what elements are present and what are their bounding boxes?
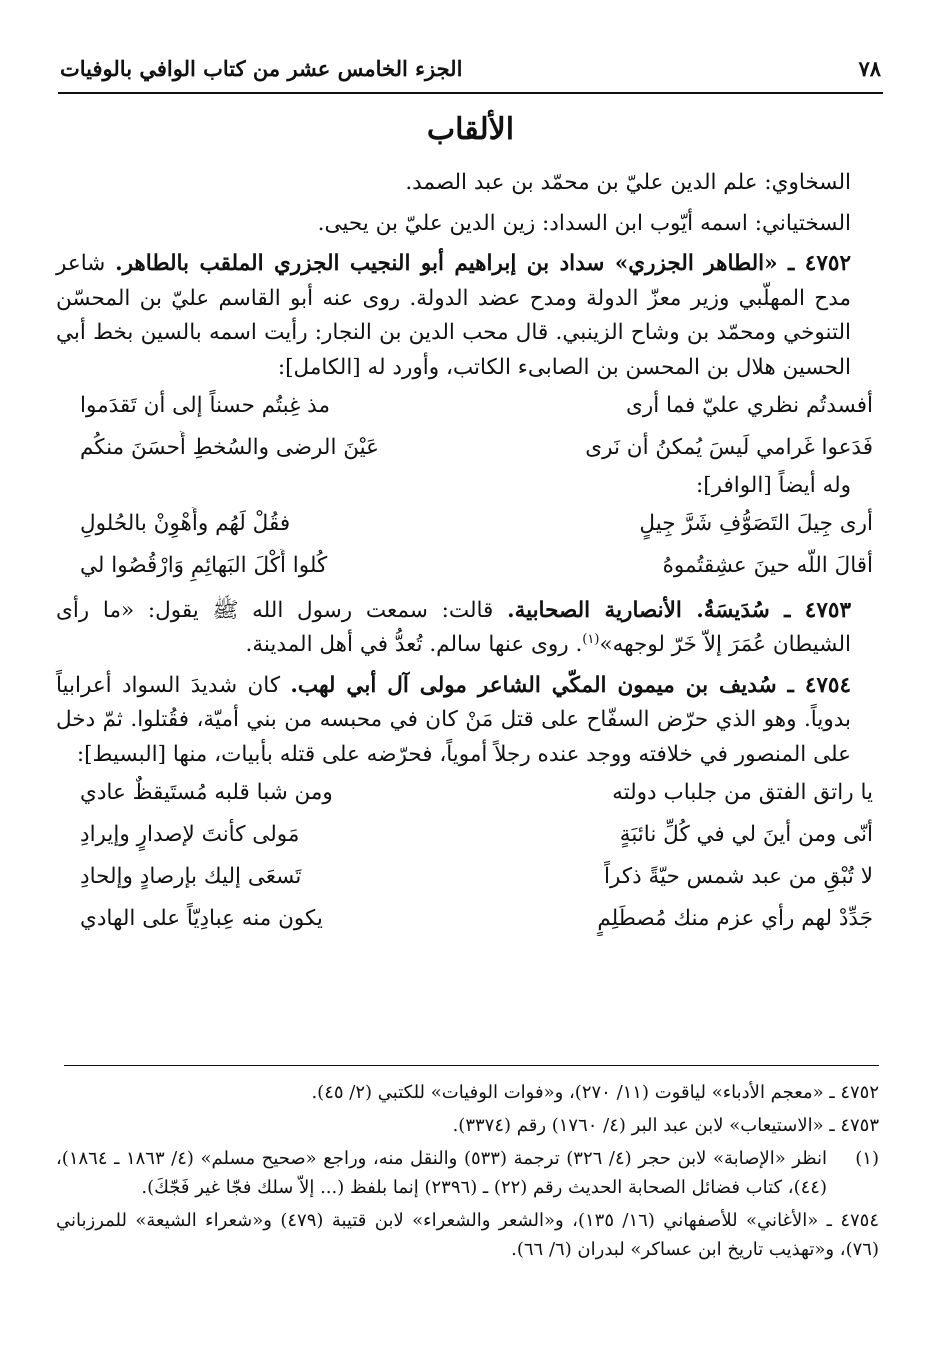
footnote-1-marker: (١) (855, 1148, 879, 1169)
entry-4754-text: كان شديدَ السواد أعرابياً بدوياً. وهو الذي حرّض السفّاح على قتل مَنْ كان في محبسه من بني أميّة، فقُتلوا. ثمّ دخل على المنصور في خلافته ووجد عنده رجلاً أموياً، فحرّضه على قتله بأبيات، منها [البسيط]: (56, 672, 851, 767)
entry-4752-heading: ٤٧٥٢ ـ «الطاهر الجزري» سداد بن إبراهيم أبو النجيب الجزري الملقب بالطاهر. (115, 251, 851, 276)
entry-4753-heading: ٤٧٥٣ ـ سُدَيسَةُ. الأنصارية الصحابية. (507, 597, 851, 623)
verse-first-hemistich: أفسدتُم نظري عليّ فما أرى (626, 392, 873, 418)
verse-first-hemistich: أقالَ اللّه حينَ عشِقتُموهُ (662, 553, 873, 579)
verse-second-hemistich: مَولى كأنتَ لإصدارٍ وإيرادِ (80, 821, 300, 847)
entry-4752-text: شاعر مدح المهلّبي وزير معزّ الدولة ومدح عضد الدولة. روى عنه أبو القاسم عليّ بن المحسّن التنوخي ومحمّد بن وشاح الزينبي. قال محب الدين بن النجار: رأيت اسمه بالسين بخط أبي الحسين هلال بن المحسن بن الصابىء الكاتب، وأورد له [الكامل]: (56, 251, 851, 380)
verse-first-hemistich: فَدَعوا غَرامي لَيسَ يُمكنُ أن نَرى (585, 434, 873, 460)
entry-4754 (56, 669, 879, 773)
footnote-4752: ٤٧٥٢ ـ «معجم الأدباء» لياقوت (١١/ ٢٧٠)، و«فوات الوفيات» للكتبي (٢/ ٤٥). (311, 1082, 879, 1103)
entry-4753-text-end: . روى عنها سالم. تُعدُّ في أهل المدينة. (245, 632, 583, 657)
verse-first-hemistich: لا تُبْقِ من عبد شمس حيّةً ذكراً (604, 863, 873, 889)
verse-line (56, 427, 879, 469)
verse-line (56, 814, 879, 856)
footnote-1-text: انظر «الإصابة» لابن حجر (٤/ ٣٢٦) ترجمة (٥٣٣) والنقل منه، وراجع «صحيح مسلم» (٤/ ١٨٦٣ ـ ١٨٦٤)، (٤٤)، كتاب فضائل الصحابة الحديث رقم (٢٢) ـ (٢٣٩٦) إنما بلفظ (... إلاّ سلك فجّا غير فَجّكَ). (56, 1148, 828, 1198)
footnote-1 (56, 1144, 879, 1202)
running-title: الجزء الخامس عشر من كتاب الوافي بالوفيات (60, 55, 463, 81)
entry-4754-heading: ٤٧٥٤ ـ سُديف بن ميمون المكّي الشاعر مولى آل أبي لهب. (290, 672, 852, 698)
footnotes (56, 1078, 879, 1268)
entry-sakhtiyani: السختياني: اسمه أيّوب ابن السداد: زين الدين عليّ بن يحيى. (317, 210, 851, 236)
page-number: ٧٨ (858, 55, 881, 81)
verse-first-hemistich: أرى جِيلَ التَصَوُّفِ شَرَّ جِيلٍ (639, 511, 873, 537)
verse-first-hemistich: يا راتق الفتق من جلباب دولته (612, 779, 873, 805)
main-text (56, 166, 879, 940)
page-header (60, 48, 881, 88)
verse-second-hemistich: فقُلْ لَهُم وأَهْوِنْ بالحُلولِ (80, 511, 291, 537)
header-rule (58, 92, 883, 94)
verse-line (56, 856, 879, 898)
verse-first-hemistich: أنّى ومن أينَ لي في كُلِّ نائبَةٍ (619, 821, 873, 847)
footnote-rule (64, 1065, 879, 1066)
verse-line (56, 772, 879, 814)
entry-4753-text: قالت: سمعت رسول الله ﷺ يقول: «ما رأى الشيطان عُمَرَ إلاّ خَرّ لوجهه» (56, 597, 851, 657)
entry-4753 (56, 594, 879, 663)
verse-line (56, 898, 879, 940)
footnote-4753: ٤٧٥٣ ـ «الاستيعاب» لابن عبد البر (٤/ ١٧٦٠) رقم (٣٣٧٤). (452, 1115, 879, 1136)
verse-second-hemistich: ومن شبا قلبه مُستَيقظٌ عادي (80, 779, 333, 805)
entry-sakhawi: السخاوي: علم الدين عليّ بن محمّد بن عبد الصمد. (405, 170, 851, 195)
footnote-4754: ٤٧٥٤ ـ «الأغاني» للأصفهاني (١٦/ ١٣٥)، و«الشعر والشعراء» لابن قتيبة (٤٧٩) و«شعراء الشيعة» للمرزباني (٧٦)، و«تهذيب تاريخ ابن عساكر» لبدران (٦/ ٦٦). (56, 1210, 879, 1260)
verse-second-hemistich: يكون منه عِبادِيّاً على الهادي (80, 905, 323, 931)
verse-second-hemistich: عَيْنَ الرضى والسُخطِ أَحسَنَ منكُم (80, 434, 379, 460)
verse-line (56, 546, 879, 588)
entry-4752-also: وله أيضاً [الوافر]: (695, 473, 851, 498)
verse-second-hemistich: كُلوا أَكْلَ البَهائِمِ وَارْقُصُوا لي (80, 553, 328, 579)
verse-line (56, 504, 879, 546)
verse-second-hemistich: تَسعَى إليك بإرصادٍ وإلحادِ (80, 863, 302, 889)
footnote-marker: (١) (582, 631, 600, 647)
section-title: الألقاب (426, 112, 515, 147)
verse-line (56, 385, 879, 427)
entry-4752 (56, 247, 879, 385)
verse-second-hemistich: مذ غِبتُم حسناً إلى أن تَقدَموا (80, 392, 330, 418)
verse-first-hemistich: جَدِّدْ لهم رأي عزم منك مُصطَلِمٍ (597, 905, 873, 931)
